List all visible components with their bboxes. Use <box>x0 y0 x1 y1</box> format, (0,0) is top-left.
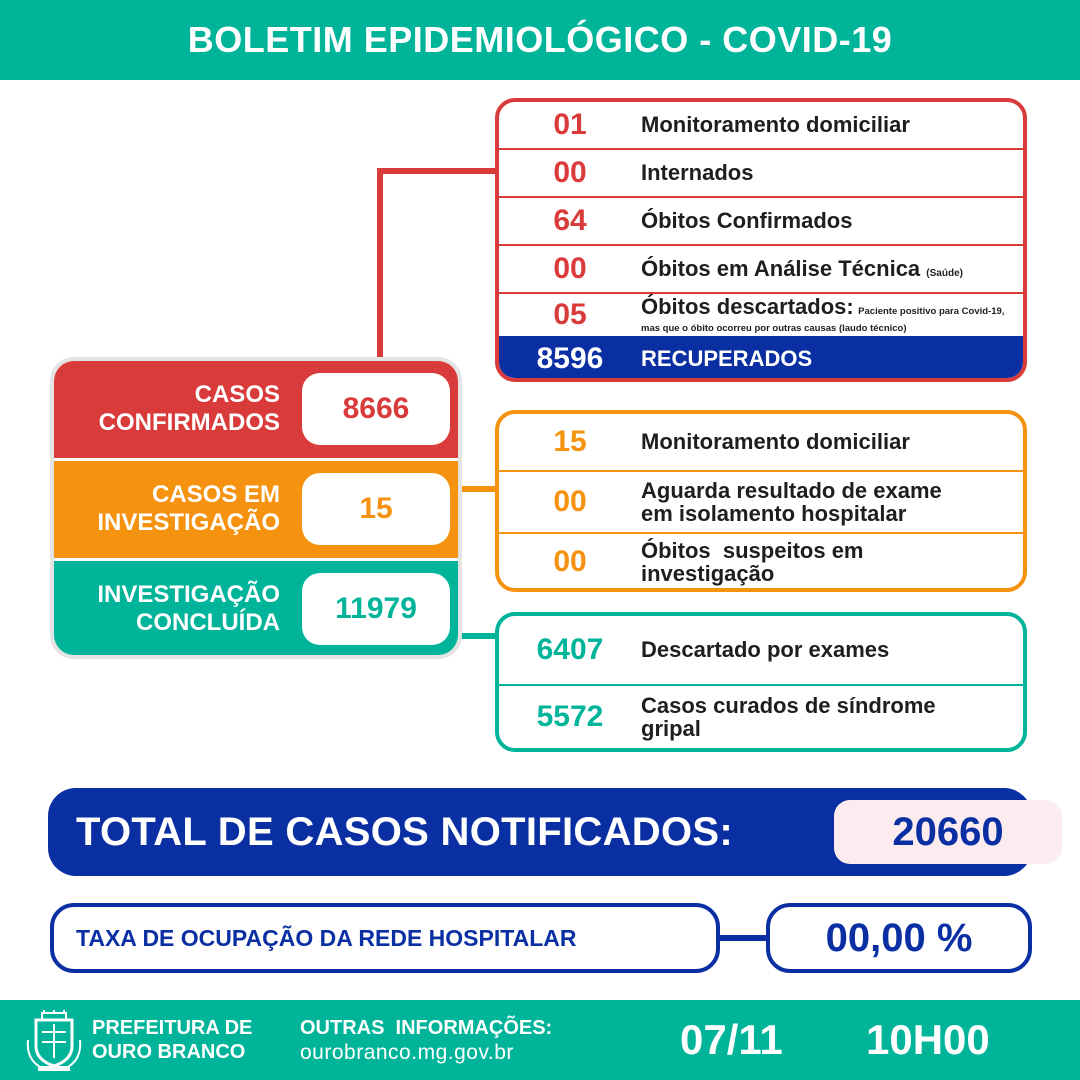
investigation-label-line1: CASOS EM <box>151 481 280 508</box>
investigation-details-panel <box>495 410 1027 592</box>
confirmed-label-line1: CASOS <box>194 381 280 408</box>
concluded-label <box>97 581 280 636</box>
detail-value: 6407 <box>536 633 604 666</box>
confirmed-label <box>99 381 280 436</box>
occupancy-label: TAXA DE OCUPAÇÃO DA REDE HOSPITALAR <box>76 924 577 951</box>
detail-value: 01 <box>553 108 587 141</box>
recovered-value: 8596 <box>536 342 604 375</box>
confirmed-band <box>54 361 458 458</box>
detail-value: 00 <box>553 545 587 578</box>
page-title: BOLETIM EPIDEMIOLÓGICO - COVID-19 <box>187 19 893 60</box>
city-coat-of-arms-icon <box>24 1010 84 1072</box>
org-name-line2: OURO BRANCO <box>92 1041 246 1063</box>
detail-row <box>499 414 1023 470</box>
detail-label-line2: em isolamento hospitalar <box>641 501 907 526</box>
detail-row <box>499 246 1023 292</box>
detail-label: Internados <box>641 160 754 186</box>
detail-row <box>499 150 1023 196</box>
occupancy-value: 00,00 % <box>825 915 973 960</box>
investigation-band <box>54 461 458 558</box>
website-link[interactable]: ourobranco.mg.gov.br <box>300 1041 514 1064</box>
detail-label <box>641 257 963 280</box>
investigation-label-line2: INVESTIGAÇÃO <box>97 508 280 536</box>
confirmed-details-panel <box>495 98 1027 382</box>
concluded-value: 11979 <box>302 573 450 645</box>
detail-label <box>641 479 942 525</box>
investigation-label <box>97 481 280 536</box>
detail-label-line1: Óbitos suspeitos em <box>641 537 864 563</box>
detail-note: (Saúde) <box>926 268 963 280</box>
total-value: 20660 <box>834 800 1062 864</box>
detail-label: Monitoramento domiciliar <box>641 112 910 138</box>
detail-row <box>499 472 1023 532</box>
detail-label-text: Óbitos em Análise Técnica <box>641 256 921 282</box>
detail-value: 00 <box>553 485 587 518</box>
concluded-label-line2: CONCLUÍDA <box>136 608 280 636</box>
confirmed-label-line2: CONFIRMADOS <box>98 408 280 436</box>
detail-label-line2: gripal <box>641 716 701 741</box>
org-name-line1: PREFEITURA DE <box>92 1017 253 1039</box>
occupancy-connector <box>718 935 768 941</box>
detail-row <box>499 102 1023 148</box>
detail-row <box>499 534 1023 590</box>
detail-label-line1: Casos curados de síndrome <box>641 692 936 718</box>
more-info-title: OUTRAS INFORMAÇÕES: <box>300 1017 553 1039</box>
concluded-details-panel <box>495 612 1027 752</box>
detail-label <box>641 539 864 585</box>
detail-value: 64 <box>553 204 587 237</box>
connector-red <box>377 168 495 174</box>
detail-label-line2: investigação <box>641 561 775 586</box>
more-info <box>300 1016 552 1065</box>
detail-value: 05 <box>553 298 587 331</box>
detail-value: 00 <box>553 156 587 189</box>
connector-orange <box>460 486 498 492</box>
detail-value: 15 <box>553 425 587 458</box>
detail-row <box>499 294 1023 336</box>
recovered-row <box>499 336 1023 382</box>
total-label: TOTAL DE CASOS NOTIFICADOS: <box>76 809 734 854</box>
bulletin-time: 10H00 <box>866 1016 990 1063</box>
recovered-label: RECUPERADOS <box>641 346 813 372</box>
connector-teal <box>460 633 498 639</box>
detail-label-text: Óbitos descartados: <box>641 294 854 320</box>
investigation-value: 15 <box>302 473 450 545</box>
detail-label <box>641 694 936 740</box>
detail-row <box>499 686 1023 748</box>
confirmed-value: 8666 <box>302 373 450 445</box>
org-name <box>92 1016 252 1064</box>
detail-label: Monitoramento domiciliar <box>641 429 910 455</box>
header-title-bar <box>0 0 1080 80</box>
detail-row <box>499 198 1023 244</box>
connector-red-vertical <box>377 168 383 363</box>
detail-note: Paciente positivo para Covid-19, mas que o óbito ocorreu por outras causas (laudo técnico) <box>641 306 1005 334</box>
concluded-label-line1: INVESTIGAÇÃO <box>97 581 280 608</box>
detail-label-wrap <box>641 295 1013 334</box>
detail-value: 5572 <box>536 700 604 733</box>
occupancy-value-box <box>766 903 1032 973</box>
bulletin-date: 07/11 <box>680 1016 783 1063</box>
detail-label: Descartado por exames <box>641 637 890 663</box>
occupancy-label-box <box>50 903 720 973</box>
detail-value: 00 <box>553 252 587 285</box>
detail-label: Óbitos Confirmados <box>641 208 853 234</box>
footer <box>0 1000 1080 1080</box>
detail-label-line1: Aguarda resultado de exame <box>641 477 942 503</box>
total-banner <box>48 788 1032 876</box>
detail-row <box>499 616 1023 684</box>
summary-stack <box>50 357 462 659</box>
concluded-band <box>54 561 458 659</box>
